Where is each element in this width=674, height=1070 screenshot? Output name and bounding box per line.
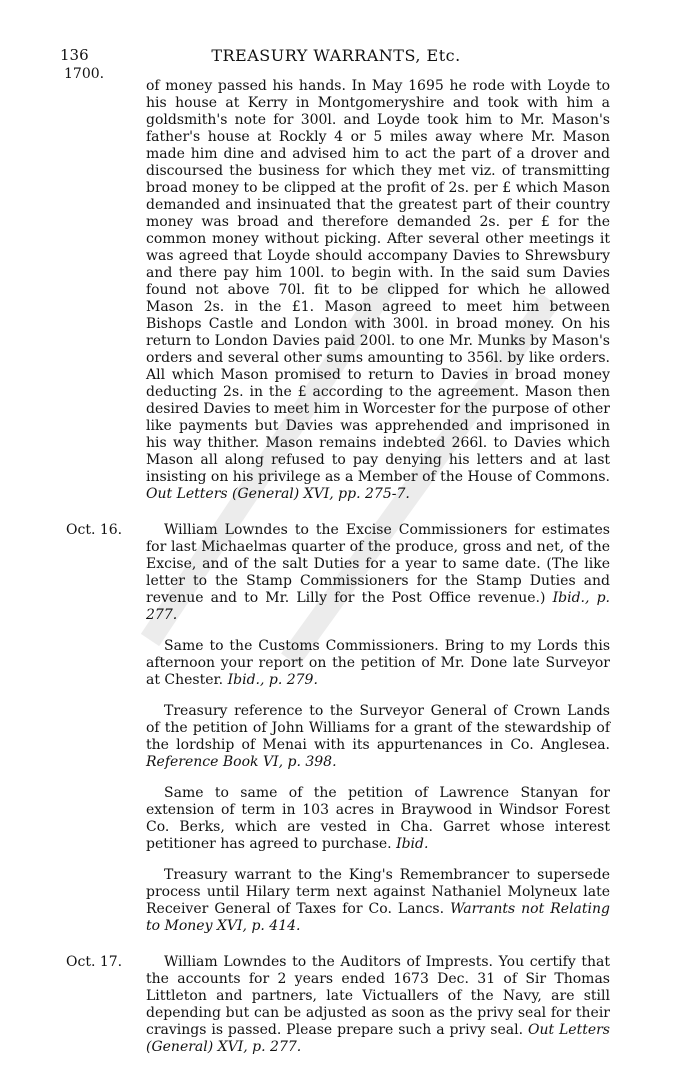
entry-text — [146, 78, 610, 503]
entry-customs — [0, 638, 674, 689]
page-number: 136 — [60, 46, 89, 64]
entry-crown-lands — [0, 703, 674, 771]
year-marginal: 1700. — [64, 66, 105, 82]
entry-text — [146, 703, 610, 771]
entries-list — [0, 78, 674, 1070]
entry-body: Treasury warrant to the King's Remembrancer to supersede process until Hilary term next against Nathaniel Molyneux late Receiver General of Taxes for Co. Lancs. — [146, 867, 610, 917]
running-head — [60, 46, 612, 68]
entry-text — [146, 638, 610, 689]
header-title: TREASURY WARRANTS, Etc. — [211, 46, 461, 65]
entry-reference: Ibid., p. 277. — [146, 590, 610, 623]
entry-reference: Warrants not Relating to Money XVI, p. 414. — [146, 901, 610, 934]
entry-molyneux — [0, 867, 674, 935]
entry-reference: Ibid. — [396, 836, 429, 852]
entry-reference: Out Letters (General) XVI, p. 277. — [146, 1022, 610, 1055]
entry-text — [146, 522, 610, 624]
entry-oct-17-imprests — [0, 954, 674, 1056]
entry-reference: Out Letters (General) XVI, pp. 275-7. — [146, 486, 410, 502]
entry-body: Treasury reference to the Surveyor General of Crown Lands of the petition of John Williams for a grant of the stewardship of the lordship of Menai with its appurtenances in Co. Anglesea. — [146, 703, 610, 753]
entry-body: of money passed his hands. In May 1695 he rode with Loyde to his house at Kerry in Montgomeryshire and took with him a goldsmith's note for 300l. and Loyde took him to Mr. Mason's father's house at Rockly 4 or 5 miles away where Mr. Mason made him dine and advised him to act the part of a drover and discoursed the business for which they met viz. of transmitting broad money to be clipped at the profit of 2s. per £ which Mason demanded and insinuated that the greatest part of their country money was broad and therefore demanded 2s. per £ for the common money without picking. After several other meetings it was agreed that Loyde should accompany Davies to Shrewsbury and there pay him 100l. to begin with. In the said sum Davies found not above 70l. fit to be clipped for which he allowed Mason 2s. in the £1. Mason agreed to meet him between Bishops Castle and London with 300l. in broad money. On his return to London Davies paid 200l. to one Mr. Munks by Mason's orders and several other sums amounting to 356l. by like orders. All which Mason promised to return to Davies in broad money deducting 2s. in the £ according to the agreement. Mason then desired Davies to meet him in Worcester for the purpose of other like payments but Davies was apprehended and imprisoned in his way thither. Mason remains indebted 266l. to Davies which Mason all along refused to pay denying his letters and at last insisting on his privilege as a Member of the House of Commons. — [146, 78, 610, 485]
entry-reference: Reference Book VI, p. 398. — [146, 754, 337, 770]
entry-body: William Lowndes to the Auditors of Imprests. You certify that the accounts for 2 years ended 1673 Dec. 31 of Sir Thomas Littleton and partners, late Victuallers of the Navy, are still depending but can be adjusted as soon as the privy seal for their cravings is passed. Please prepare such a privy seal. — [146, 954, 610, 1038]
entry-text — [146, 954, 610, 1056]
entry-stanyan — [0, 785, 674, 853]
entry-text — [146, 867, 610, 935]
entry-body: Same to the Customs Commissioners. Bring to my Lords this afternoon your report on the petition of Mr. Done late Surveyor at Chester. — [146, 638, 610, 688]
entry-text — [146, 785, 610, 853]
entry-reference: Ibid., p. 279. — [227, 672, 318, 688]
entry-oct-16-excise — [0, 522, 674, 624]
entry-date: Oct. 16. — [66, 522, 123, 538]
entry-body: William Lowndes to the Excise Commissioners for estimates for last Michaelmas quarter of the produce, gross and net, of the Excise, and of the salt Duties for a year to same date. (The like letter to the Stamp Commissioners for the Stamp Duties and revenue and to Mr. Lilly for the Post Office revenue.) — [146, 522, 610, 606]
entry-continuation — [0, 78, 674, 503]
entry-body: Same to same of the petition of Lawrence Stanyan for extension of term in 103 acres in Braywood in Windsor Forest Co. Berks, which are vested in Cha. Garret whose interest petitioner has agreed to purchase. — [146, 785, 610, 852]
entry-date: Oct. 17. — [66, 954, 123, 970]
